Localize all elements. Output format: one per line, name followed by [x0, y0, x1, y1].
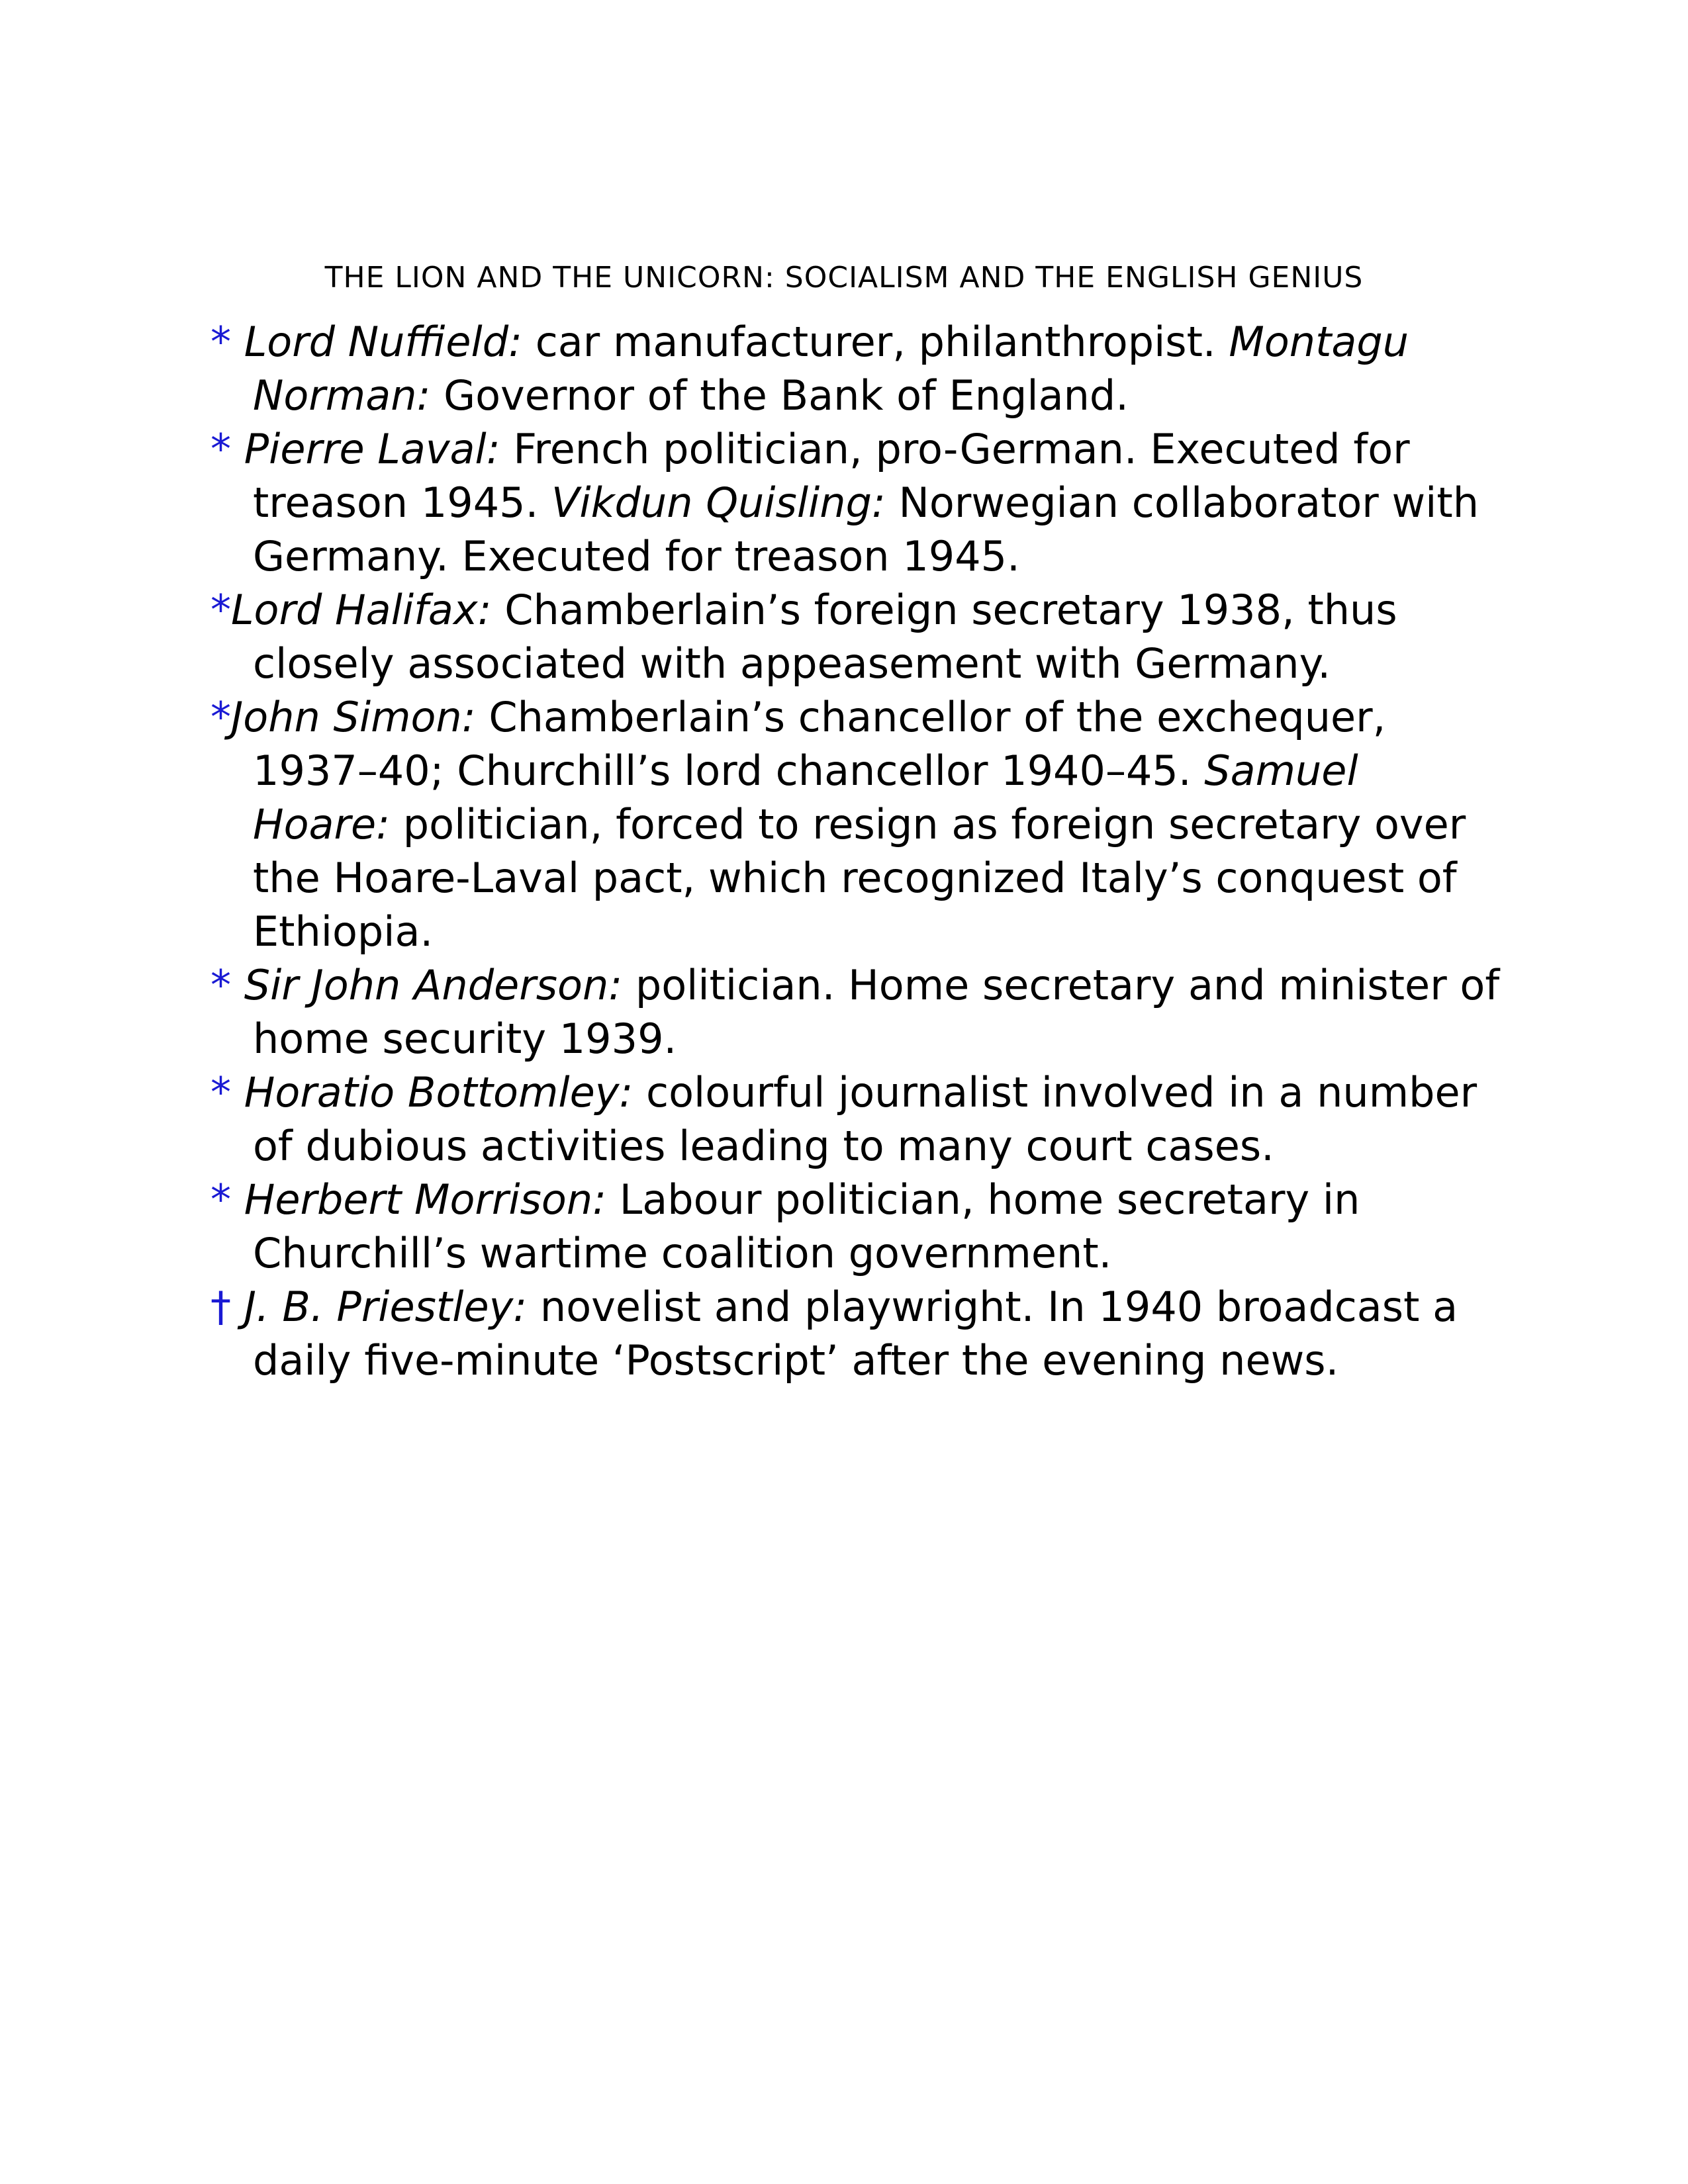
- footnote-name: Pierre Laval:: [244, 425, 500, 473]
- footnote-mark: *: [211, 1068, 244, 1116]
- footnote-name: Lord Halifax:: [231, 586, 492, 634]
- footnote-text: politician, forced to resign as foreign secretary over the Hoare-Laval pact, which recognized Italy’s conquest of Ethiopia.: [253, 800, 1466, 956]
- footnote-name: J. B. Priestley:: [244, 1283, 528, 1331]
- running-head: THE LION AND THE UNICORN: SOCIALISM AND THE ENGLISH GENIUS: [324, 261, 1364, 295]
- footnote-mark: *: [211, 318, 244, 366]
- footnote-item: [211, 1173, 1508, 1280]
- footnote-name: Horatio Bottomley:: [244, 1068, 633, 1116]
- footnote-mark: *: [211, 586, 231, 634]
- footnote-name: Lord Nuffield:: [244, 318, 523, 366]
- footnote-text: Chamberlain’s foreign secretary 1938, thus closely associated with appeasement with Germany.: [253, 586, 1397, 688]
- footnote-item: [211, 315, 1508, 422]
- footnote-item: [211, 422, 1508, 583]
- footnote-name: Vikdun Quisling:: [551, 478, 886, 527]
- footnote-text: Norwegian collaborator with Germany. Executed for treason 1945.: [253, 478, 1479, 580]
- footnote-text: Governor of the Bank of England.: [430, 371, 1129, 420]
- footnote-name: Samuel Hoare:: [253, 747, 1358, 848]
- footnote-name: Montagu Norman:: [253, 318, 1409, 420]
- footnote-name: Sir John Anderson:: [244, 961, 623, 1009]
- footnote-mark: †: [211, 1283, 244, 1331]
- footnote-text: colourful journalist involved in a number of dubious activities leading to many court cases.: [253, 1068, 1477, 1170]
- footnote-mark: *: [211, 961, 244, 1009]
- footnote-text: car manufacturer, philanthropist.: [522, 318, 1229, 366]
- footnote-text: French politician, pro-German. Executed for treason 1945.: [253, 425, 1410, 527]
- footnote-item: [211, 690, 1508, 958]
- footnote-name: John Simon:: [231, 693, 476, 741]
- footnote-mark: *: [211, 425, 244, 473]
- footnote-text: politician. Home secretary and minister of home security 1939.: [253, 961, 1500, 1063]
- footnote-item: [211, 583, 1508, 690]
- footnote-mark: *: [211, 693, 231, 741]
- footnote-text: novelist and playwright. In 1940 broadcast a daily five-minute ‘Postscript’ after the evening news.: [253, 1283, 1458, 1385]
- footnote-text: Chamberlain’s chancellor of the exchequer, 1937–40; Churchill’s lord chancellor 1940–45.: [253, 693, 1386, 795]
- footnote-item: [211, 1066, 1508, 1173]
- footnotes-list: [211, 315, 1508, 1387]
- footnote-mark: *: [211, 1175, 244, 1224]
- footnote-text: Labour politician, home secretary in Churchill’s wartime coalition government.: [253, 1175, 1360, 1277]
- footnote-name: Herbert Morrison:: [244, 1175, 607, 1224]
- footnote-item: [211, 1280, 1508, 1387]
- footnote-item: [211, 958, 1508, 1066]
